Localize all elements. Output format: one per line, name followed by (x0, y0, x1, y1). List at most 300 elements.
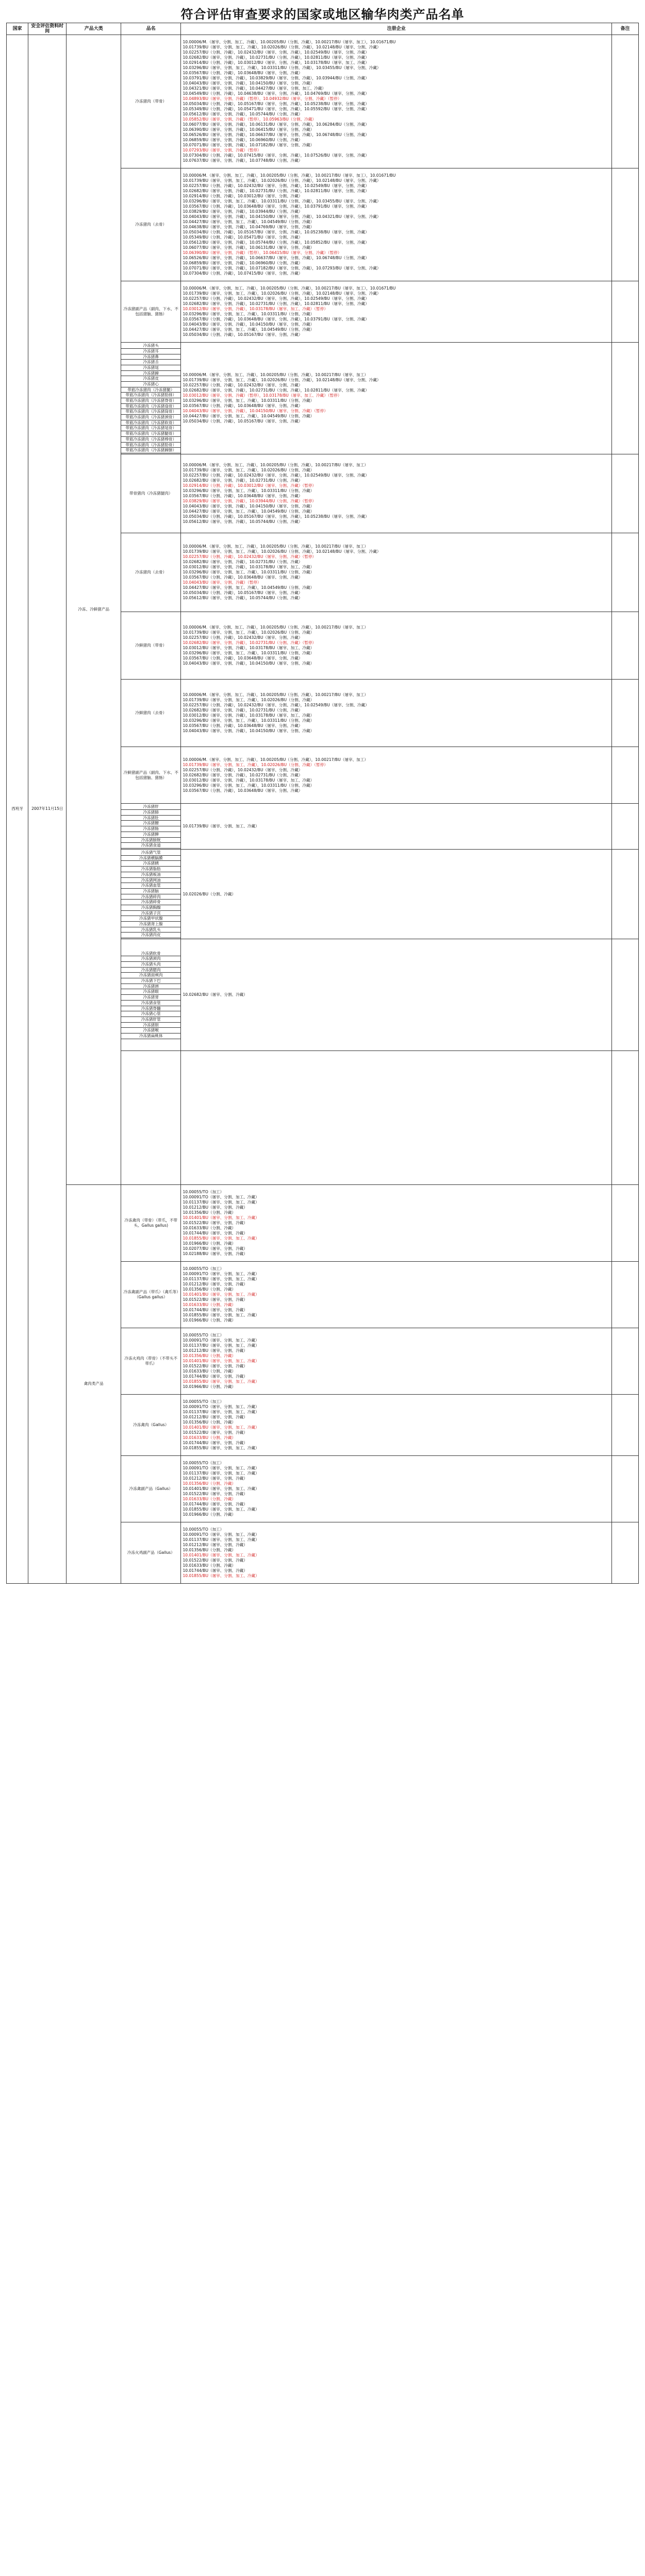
enterprise-line: 10.01744/BU（屠宰、分割、冷藏） (183, 1230, 247, 1235)
enterprise-line: 10.01739/BU（屠宰、分割、加工、冷藏），10.02026/BU（分割、冷藏），10.02148/BU（屠宰、分割、冷藏） (183, 45, 381, 49)
enterprise-line: 10.05349/BU（分割、冷藏），10.05471/BU（屠宰、分割、冷藏），10.05592/BU（屠宰、分割、冷藏） (183, 107, 369, 111)
product-table (6, 23, 639, 1584)
enterprise-line: 10.01522/BU（屠宰、分割、冷藏） (183, 1220, 247, 1225)
enterprise-line: 10.00055/TO（加工） (183, 1189, 224, 1194)
note-cell (612, 1455, 639, 1522)
sub-name: 冷冻猪鼻 (121, 354, 180, 360)
enterprise-line: 10.05034/BU（分割、冷藏），10.05167/BU（屠宰、分割、冷藏），10.05238/BU（屠宰、分割、冷藏） (183, 514, 369, 519)
sub-name: 冷冻猪膀胱 (121, 838, 180, 843)
enterprise-line: 10.00006/M.（屠宰、分割、加工、冷藏），10.00205/BU（分割、冷藏），10.00217/BU（屠宰、加工） (183, 544, 368, 549)
enterprise-line: 10.00091/TO（屠宰、分割、加工、冷藏） (183, 1404, 259, 1409)
enterprise-line: 10.01966/BU（分割、冷藏） (183, 1317, 236, 1323)
sub-name: 冷冻猪食管 (121, 1001, 180, 1006)
enterprise-line: 10.01739/BU（屠宰、分割、加工、冷藏），10.02026/BU（分割、冷藏），10.02148/BU（屠宰、分割、冷藏） (183, 178, 381, 183)
sub-name: 冷冻猪血管 (121, 883, 180, 889)
enterprise-line: 10.02914/BU（分割、冷藏），10.03012/BU（屠宰、分割、冷藏） (183, 194, 303, 198)
enterprise-line: 10.02682/BU（屠宰、分割、冷藏），10.02731/BU（分割、冷藏），10.02811/BU（屠宰、分割、冷藏） (183, 55, 369, 60)
enterprise-line: 10.00091/TO（屠宰、分割、加工、冷藏） (183, 1271, 259, 1276)
enterprise-line: 10.04043/BU（屠宰、分割、冷藏）（暂停） (183, 580, 261, 585)
enterprise-line: 10.02257/BU（分割、冷藏），10.02432/BU（屠宰、分割、冷藏），10.02549/BU（屠宰、分割、冷藏） (183, 472, 369, 478)
enterprise-line: 10.01137/BU（屠宰、分割、加工、冷藏） (183, 1199, 259, 1205)
enterprise-line: 10.01633/BU（分割、冷藏） (183, 1368, 236, 1374)
enterprise-line: 10.04427/BU（屠宰、分割、加工、冷藏），10.04549/BU（分割、冷藏） (183, 219, 315, 224)
enterprise-line: 10.01739/BU（屠宰、分割、加工、冷藏），10.02026/BU（分割、冷藏），10.02148/BU（屠宰、分割、冷藏） (183, 378, 381, 382)
enterprise-line: 10.01356/BU（分割、冷藏） (183, 1210, 236, 1215)
sub-name: 冷冻猪脂肪 (121, 867, 180, 872)
enterprise-line: 10.03296/BU（屠宰、分割、加工、冷藏），10.03311/BU（分割、冷藏） (183, 718, 315, 723)
enterprise-list-cell (181, 168, 612, 281)
enterprise-line: 10.03012/BU（屠宰、分割、冷藏），10.03178/BU（屠宰、加工、冷藏） (183, 564, 315, 569)
enterprise-line: 10.07304/BU（分割、冷藏），10.07415/BU（屠宰、分割、冷藏） (183, 271, 303, 276)
enterprise-line: 10.01633/BU（分割、冷藏） (183, 1225, 236, 1230)
enterprise-line: 10.07071/BU（屠宰、分割、冷藏），10.07182/BU（屠宰、分割、冷藏），10.07293/BU（屠宰、分割、冷藏） (183, 266, 381, 270)
enterprise-line: 10.04427/BU（屠宰、分割、加工、冷藏），10.04549/BU（分割、冷藏） (183, 414, 315, 418)
enterprise-line: 10.02682/BU（屠宰、分割、冷藏），10.02731/BU（分割、冷藏），10.02811/BU（屠宰、分割、冷藏） (183, 388, 369, 393)
enterprise-line: 10.04321/BU（屠宰、分割、冷藏），10.04427/BU（屠宰、分割、加工、冷藏） (183, 86, 326, 91)
enterprise-line: 10.02257/BU（分割、冷藏），10.02432/BU（屠宰、分割、冷藏），10.02549/BU（屠宰、分割、冷藏） (183, 296, 369, 301)
sub-name: 冷冻猪胃 (121, 995, 180, 1001)
table-body (7, 35, 639, 1584)
enterprise-line: 10.05852/BU（屠宰、分割、冷藏）（暂停），10.05963/BU（分割、冷藏） (183, 117, 317, 122)
enterprise-line: 10.01401/BU（屠宰、分割、加工、冷藏） (183, 1425, 259, 1430)
enterprise-list-cell (181, 612, 612, 679)
product-name-cell: 冷冻禽肉（Gallus） (121, 1394, 181, 1455)
enterprise-line: 10.01522/BU（屠宰、分割、冷藏） (183, 1557, 247, 1563)
enterprise-line: 10.01137/BU（屠宰、分割、加工、冷藏） (183, 1537, 259, 1542)
product-name-cell: 冷冻猪肉（带骨） (121, 35, 181, 168)
enterprise-list-cell (181, 679, 612, 747)
sub-name: 冷冻猪肺 (121, 810, 180, 816)
enterprise-list-cell (181, 1522, 612, 1583)
enterprise-line: 10.00091/TO（屠宰、分割、加工、冷藏） (183, 1465, 259, 1470)
enterprise-line: 10.04549/BU（分割、冷藏），10.04638/BU（屠宰、分割、冷藏），10.04769/BU（屠宰、分割、冷藏） (183, 91, 369, 96)
enterprise-line: 10.00055/TO（加工） (183, 1332, 224, 1337)
sub-name: 冷冻猪脑 (121, 889, 180, 894)
enterprise-line: 10.01744/BU（屠宰、分割、冷藏） (183, 1440, 247, 1445)
enterprise-list-cell (181, 939, 612, 1051)
enterprise-line: 10.03012/BU（屠宰、分割、冷藏）（暂停），10.03178/BU（屠宰、加工、冷藏）（暂停） (183, 393, 342, 398)
enterprise-line: 10.01137/BU（屠宰、分割、加工、冷藏） (183, 1470, 259, 1476)
enterprise-line: 10.05034/BU（分割、冷藏），10.05167/BU（屠宰、分割、冷藏） (183, 419, 303, 423)
sub-name: 冷冻猪肝 (121, 804, 180, 810)
sub-name-list (121, 951, 180, 1039)
enterprise-line: 10.06859/BU（屠宰、分割、冷藏），10.06960/BU（分割、冷藏） (183, 138, 303, 142)
enterprise-line: 10.03829/BU（屠宰、分割、冷藏），10.03944/BU（分割、冷藏）（暂停） (183, 498, 317, 503)
enterprise-line: 10.01744/BU（屠宰、分割、冷藏） (183, 1501, 247, 1506)
product-name-cell: 冷鲜猪肉（带骨） (121, 612, 181, 679)
enterprise-line: 10.03296/BU（屠宰、分割、加工、冷藏），10.03311/BU（分割、冷藏） (183, 312, 315, 316)
note-cell (612, 533, 639, 612)
table-header-row (7, 23, 639, 35)
sub-name: 冷冻猪眼 (121, 989, 180, 995)
enterprise-line: 10.06859/BU（屠宰、分割、冷藏），10.06960/BU（分割、冷藏） (183, 261, 303, 265)
sub-name: 冷冻猪喉 (121, 1028, 180, 1033)
enterprise-line: 10.01744/BU（屠宰、分割、冷藏） (183, 1568, 247, 1573)
sub-name: 带筋冷冻猪肉（冷冻猪肋骨） (121, 443, 180, 448)
enterprise-line: 10.02077/BU（屠宰、分割、冷藏） (183, 1246, 247, 1251)
enterprise-line: 10.01401/BU（屠宰、分割、加工、冷藏） (183, 1486, 259, 1491)
enterprise-line: 10.03296/BU（屠宰、分割、加工、冷藏），10.03311/BU（分割、冷藏） (183, 569, 315, 574)
enterprise-line: 10.05612/BU（屠宰、分割、冷藏），10.05744/BU（分割、冷藏） (183, 112, 303, 116)
enterprise-line: 10.03567/BU（分割、冷藏），10.03648/BU（屠宰、分割、冷藏） (183, 723, 303, 728)
product-name-cell: 冷冻猪肉（去骨） (121, 168, 181, 281)
enterprise-line: 10.05034/BU（分割、冷藏），10.05167/BU（屠宰、分割、冷藏） (183, 590, 303, 595)
enterprise-line: 10.01522/BU（屠宰、分割、冷藏） (183, 1430, 247, 1435)
enterprise-line: 10.05349/BU（分割、冷藏），10.05471/BU（屠宰、分割、冷藏） (183, 235, 303, 240)
sub-name: 冷冻猪甲状腺 (121, 916, 180, 922)
enterprise-line: 10.02682/BU（屠宰、分割、冷藏），10.02731/BU（分割、冷藏）（暂停） (183, 640, 317, 645)
enterprise-list-cell (181, 533, 612, 612)
enterprise-list-cell (181, 747, 612, 804)
header-category: 产品大类 (67, 23, 121, 35)
table-row (7, 35, 639, 168)
note-cell (612, 1051, 639, 1185)
sub-name: 带筋冷冻猪肉（冷冻猪棒骨） (121, 437, 180, 443)
enterprise-line: 10.05612/BU（屠宰、分割、冷藏），10.05744/BU（分割、冷藏） (183, 519, 303, 524)
enterprise-line: 10.01966/BU（分割、冷藏） (183, 1384, 236, 1389)
enterprise-line: 10.00006/M.（屠宰、分割、加工、冷藏），10.00205/BU（分割、冷藏），10.00217/BU（屠宰、加工），10.01671/BU (183, 173, 396, 178)
enterprise-line: 10.01212/BU（屠宰、分割、冷藏） (183, 1205, 247, 1210)
enterprise-line: 10.01137/BU（屠宰、分割、加工、冷藏） (183, 1409, 259, 1414)
note-cell (612, 679, 639, 747)
enterprise-line: 10.01356/BU（分割、冷藏） (183, 1547, 236, 1552)
enterprise-line: 10.02914/BU（分割、冷藏），10.03012/BU（屠宰、分割、冷藏），10.03178/BU（屠宰、加工、冷藏） (183, 60, 369, 65)
enterprise-line: 10.01137/BU（屠宰、分割、加工、冷藏） (183, 1276, 259, 1281)
enterprise-line: 10.01356/BU（分割、冷藏） (183, 1353, 236, 1358)
enterprise-line: 10.00091/TO（屠宰、分割、加工、冷藏） (183, 1337, 259, 1343)
note-cell (612, 849, 639, 939)
sub-name: 冷冻猪尾 (121, 365, 180, 371)
enterprise-line: 10.01744/BU（屠宰、分割、冷藏） (183, 1374, 247, 1379)
enterprise-line: 10.01212/BU（屠宰、分割、冷藏） (183, 1348, 247, 1353)
enterprise-line: 10.07637/BU（屠宰、分割、冷藏），10.07748/BU（分割、冷藏） (183, 158, 303, 163)
sub-name: 冷冻猪脊髓 (121, 1006, 180, 1012)
enterprise-line: 10.03296/BU（屠宰、分割、加工、冷藏），10.03311/BU（分割、冷藏） (183, 398, 315, 403)
enterprise-line: 10.00091/TO（屠宰、分割、加工、冷藏） (183, 1532, 259, 1537)
enterprise-line: 10.02257/BU（分割、冷藏），10.02432/BU（屠宰、分割、冷藏） (183, 383, 303, 387)
sub-name: 冷冻猪胰 (121, 861, 180, 867)
enterprise-line: 10.01966/BU（分割、冷藏） (183, 1512, 236, 1517)
note-cell (612, 454, 639, 533)
enterprise-line: 10.07293/BU（屠宰、分割、冷藏）（暂停） (183, 148, 261, 152)
sub-name: 带筋冷冻猪肉（冷冻猪筒骨） (121, 409, 180, 415)
enterprise-line: 10.00006/M.（屠宰、分割、加工、冷藏），10.00205/BU（分割、冷藏），10.00217/BU（屠宰、加工） (183, 692, 368, 698)
enterprise-line: 10.04638/BU（屠宰、分割、冷藏），10.04769/BU（屠宰、分割、冷藏） (183, 225, 315, 229)
header-name: 品名 (121, 23, 181, 35)
enterprise-line: 10.06390/BU（屠宰、分割、冷藏）（暂停），10.06415/BU（屠宰、分割、冷藏）（暂停） (183, 250, 342, 255)
note-cell (612, 939, 639, 1051)
sub-name: 冷冻猪乳头 (121, 927, 180, 933)
sub-name: 冷冻猪肠 (121, 826, 180, 832)
enterprise-line: 10.00006/M.（屠宰、分割、加工、冷藏），10.00205/BU（分割、冷藏），10.00217/BU（屠宰、加工） (183, 757, 368, 762)
enterprise-line: 10.01633/BU（分割、冷藏） (183, 1302, 236, 1307)
enterprise-line: 10.06077/BU（屠宰、分割、冷藏），10.06131/BU（屠宰、分割、冷藏），10.06284/BU（分割、冷藏） (183, 122, 369, 127)
enterprise-list-cell (181, 1051, 612, 1185)
enterprise-line: 10.06077/BU（屠宰、分割、冷藏），10.06131/BU（屠宰、分割、冷藏） (183, 245, 315, 250)
enterprise-line: 10.01212/BU（屠宰、分割、冷藏） (183, 1281, 247, 1286)
enterprise-line: 10.04427/BU（屠宰、分割、加工、冷藏），10.04549/BU（分割、冷藏） (183, 509, 315, 514)
enterprise-line: 10.01855/BU（屠宰、分割、加工、冷藏） (183, 1573, 259, 1578)
product-name-cell: 冷冻猪肉（去骨） (121, 533, 181, 612)
enterprise-line: 10.03829/BU（屠宰、分割、冷藏），10.03944/BU（分割、冷藏） (183, 209, 303, 214)
enterprise-line: 10.03567/BU（分割、冷藏），10.03648/BU（屠宰、分割、冷藏），10.03791/BU（屠宰、分割、冷藏） (183, 204, 369, 209)
enterprise-line: 10.03296/BU（屠宰、分割、加工、冷藏），10.03311/BU（分割、冷藏） (183, 783, 315, 788)
enterprise-line: 10.01855/BU（屠宰、分割、加工、冷藏） (183, 1506, 259, 1512)
enterprise-line: 10.03296/BU（屠宰、分割、加工、冷藏），10.03311/BU（分割、冷藏），10.03455/BU（屠宰、分割、冷藏） (183, 65, 381, 70)
enterprise-line: 10.02682/BU（屠宰、分割、冷藏），10.02731/BU（分割、冷藏） (183, 708, 303, 713)
enterprise-line: 10.01401/BU（屠宰、分割、加工、冷藏） (183, 1215, 259, 1220)
enterprise-line: 10.02682/BU（屠宰、分割、冷藏） (183, 992, 247, 997)
sub-name: 冷冻猪肾上腺 (121, 922, 180, 927)
sub-name: 冷冻猪耳 (121, 349, 180, 354)
enterprise-line: 10.00006/M.（屠宰、分割、加工、冷藏），10.00205/BU（分割、冷藏），10.00217/BU（屠宰、加工），10.01671/BU (183, 40, 396, 44)
enterprise-list-cell (181, 1184, 612, 1261)
sub-name: 冷冻猪腮肉 (121, 968, 180, 973)
enterprise-line: 10.03567/BU（分割、冷藏），10.03648/BU（屠宰、分割、冷藏），10.03791/BU（屠宰、分割、冷藏） (183, 317, 369, 321)
sub-name: 冷冻猪软骨 (121, 951, 180, 957)
note-cell (612, 747, 639, 804)
enterprise-list-cell (181, 35, 612, 168)
sub-name: 冷冻猪唇 (121, 984, 180, 990)
enterprise-line: 10.03296/BU（屠宰、分割、加工、冷藏），10.03311/BU（分割、冷藏） (183, 488, 315, 493)
sub-name: 冷冻猪子宫 (121, 911, 180, 917)
enterprise-line: 10.05612/BU（屠宰、分割、冷藏），10.05744/BU（分割、冷藏） (183, 595, 303, 600)
sub-name: 冷冻猪面颊肉 (121, 973, 180, 978)
enterprise-line: 10.01212/BU（屠宰、分割、冷藏） (183, 1476, 247, 1481)
product-name-cell (121, 849, 181, 939)
enterprise-line: 10.06526/BU（屠宰、分割、冷藏），10.06637/BU（屠宰、分割、冷藏），10.06748/BU（分割、冷藏） (183, 256, 369, 260)
sub-name: 冷冻猪扁桃体 (121, 1033, 180, 1039)
enterprise-line: 10.01966/BU（分割、冷藏） (183, 1241, 236, 1246)
product-name-cell: 冷冻禽副产品（Gallus） (121, 1455, 181, 1522)
note-cell (612, 35, 639, 168)
enterprise-line: 10.01855/BU（屠宰、分割、加工、冷藏） (183, 1235, 259, 1241)
enterprise-line: 10.01522/BU（屠宰、分割、冷藏） (183, 1297, 247, 1302)
enterprise-line: 10.01212/BU（屠宰、分割、冷藏） (183, 1542, 247, 1547)
enterprise-line: 10.00055/TO（加工） (183, 1266, 224, 1271)
enterprise-line: 10.01855/BU（屠宰、分割、加工、冷藏） (183, 1312, 259, 1317)
enterprise-line: 10.02682/BU（屠宰、分割、冷藏），10.02731/BU（分割、冷藏） (183, 559, 303, 564)
product-name-cell: 冷冻猪副产品（副肉、下水、不包括猪脑、猪肠） (121, 281, 181, 343)
sub-name-list (121, 850, 180, 938)
enterprise-line: 10.00091/TO（屠宰、分割、加工、冷藏） (183, 1194, 259, 1199)
sub-name-list (121, 343, 180, 453)
note-cell (612, 1184, 639, 1261)
sub-name: 冷冻猪肝管 (121, 1017, 180, 1023)
sub-name: 冷冻猪脾 (121, 832, 180, 838)
sub-name: 冷冻猪食道 (121, 843, 180, 849)
enterprise-line: 10.03012/BU（屠宰、分割、冷藏），10.03178/BU（屠宰、加工、冷藏） (183, 713, 315, 718)
sub-name: 带筋冷冻猪肉（冷冻猪颈骨） (121, 415, 180, 420)
header-country: 国家 (7, 23, 28, 35)
enterprise-line: 10.01522/BU（屠宰、分割、冷藏） (183, 1363, 247, 1368)
enterprise-line: 10.00055/TO（加工） (183, 1460, 224, 1465)
enterprise-list-cell (181, 343, 612, 454)
enterprise-line: 10.01739/BU（屠宰、分割、加工、冷藏），10.02026/BU（分割、冷藏），10.02148/BU（屠宰、分割、冷藏） (183, 549, 381, 554)
enterprise-line: 10.01212/BU（屠宰、分割、冷藏） (183, 1414, 247, 1419)
product-name-cell: 冷冻禽副产品（带爪）（禽爪等）（Gallus gallus） (121, 1261, 181, 1328)
enterprise-line: 10.01522/BU（屠宰、分割、冷藏） (183, 1491, 247, 1496)
enterprise-line: 10.02257/BU（分割、冷藏），10.02432/BU（屠宰、分割、冷藏），10.02549/BU（屠宰、分割、冷藏） (183, 50, 369, 55)
enterprise-line: 10.04043/BU（屠宰、分割、冷藏），10.04150/BU（屠宰、分割、冷藏） (183, 660, 315, 666)
enterprise-line: 10.02682/BU（屠宰、分割、冷藏），10.02731/BU（分割、冷藏） (183, 478, 303, 483)
note-cell (612, 804, 639, 850)
note-cell (612, 1328, 639, 1394)
enterprise-line: 10.03567/BU（分割、冷藏），10.03648/BU（屠宰、分割、冷藏） (183, 71, 303, 75)
product-name-cell (121, 343, 181, 454)
enterprise-line: 10.00006/M.（屠宰、分割、加工、冷藏），10.00205/BU（分割、冷藏），10.00217/BU（屠宰、加工） (183, 372, 368, 377)
sub-name: 冷冻猪胸腺 (121, 905, 180, 911)
sub-name: 冷冻猪腰 (121, 821, 180, 826)
enterprise-line: 10.03012/BU（屠宰、分割、冷藏），10.03178/BU（屠宰、加工、冷藏） (183, 645, 315, 650)
note-cell (612, 1261, 639, 1328)
sub-name: 带筋冷冻猪肉（冷冻猪腿骨） (121, 431, 180, 437)
enterprise-line: 10.04427/BU（屠宰、分割、加工、冷藏），10.04549/BU（分割、冷藏） (183, 585, 315, 590)
enterprise-line: 10.05034/BU（分割、冷藏），10.05167/BU（屠宰、分割、冷藏），10.05238/BU（屠宰、分割、冷藏） (183, 230, 369, 234)
enterprise-line: 10.01739/BU（屠宰、分割、加工、冷藏），10.02026/BU（分割、冷藏） (183, 630, 315, 635)
enterprise-line: 10.03567/BU（分割、冷藏），10.03648/BU（屠宰、分割、冷藏） (183, 493, 303, 498)
enterprise-line: 10.02914/BU（分割、冷藏），10.03012/BU（屠宰、分割、冷藏）（暂停） (183, 483, 317, 488)
enterprise-line: 10.05034/BU（分割、冷藏），10.05167/BU（屠宰、分割、冷藏） (183, 332, 303, 337)
enterprise-line: 10.03012/BU（屠宰、分割、冷藏），10.03178/BU（屠宰、加工、冷藏）（暂停） (183, 307, 328, 311)
header-note: 备注 (612, 23, 639, 35)
sub-name: 冷冻猪舌 (121, 360, 180, 365)
enterprise-line: 10.01356/BU（分割、冷藏） (183, 1419, 236, 1425)
enterprise-list-cell (181, 1455, 612, 1522)
sub-name: 冷冻猪肚 (121, 816, 180, 821)
sub-name: 带筋冷冻猪肉（冷冻猪肋排） (121, 393, 180, 398)
enterprise-list-cell (181, 1261, 612, 1328)
enterprise-line: 10.03567/BU（分割、冷藏），10.03648/BU（屠宰、分割、冷藏） (183, 403, 303, 408)
sub-name: 冷冻猪头 (121, 343, 180, 349)
product-name-cell: 冷冻火鸡副产品（Gallus） (121, 1522, 181, 1583)
enterprise-list-cell (181, 804, 612, 850)
enterprise-line: 10.02682/BU（屠宰、分割、冷藏），10.02731/BU（分割、冷藏） (183, 772, 303, 777)
sub-name: 冷冻猪碎肉 (121, 894, 180, 900)
enterprise-line: 10.06526/BU（屠宰、分割、冷藏），10.06637/BU（屠宰、分割、冷藏），10.06748/BU（分割、冷藏） (183, 132, 369, 137)
sub-name: 冷冻猪胆 (121, 1023, 180, 1028)
enterprise-line: 10.02257/BU（分割、冷藏），10.02432/BU（屠宰、分割、冷藏） (183, 635, 303, 640)
enterprise-line: 10.01855/BU（屠宰、分割、加工、冷藏） (183, 1445, 259, 1450)
category-cell: 禽肉类产品 (67, 1184, 121, 1583)
sub-name: 冷冻猪心 (121, 382, 180, 387)
enterprise-line: 10.05034/BU（分割、冷藏），10.05167/BU（屠宰、分割、冷藏），10.05238/BU（屠宰、分割、冷藏） (183, 101, 369, 106)
enterprise-line: 10.03012/BU（屠宰、分割、冷藏），10.03178/BU（屠宰、加工、冷藏） (183, 777, 315, 783)
enterprise-line: 10.07304/BU（分割、冷藏），10.07415/BU（屠宰、分割、冷藏），10.07526/BU（屠宰、分割、冷藏） (183, 153, 369, 158)
header-enterprises: 注册企业 (181, 23, 612, 35)
enterprise-line: 10.01356/BU（分割、冷藏） (183, 1286, 236, 1292)
time-cell: 2007年11月15日 (28, 35, 67, 1584)
sub-name: 冷冻猪头肉 (121, 962, 180, 968)
enterprise-line: 10.00006/M.（屠宰、分割、加工、冷藏），10.00205/BU（分割、冷藏），10.00217/BU（屠宰、加工），10.01671/BU (183, 286, 396, 291)
sub-name: 冷冻猪横膈膜 (121, 856, 180, 861)
enterprise-line: 10.03567/BU（分割、冷藏），10.03648/BU（屠宰、分割、冷藏） (183, 574, 303, 580)
enterprise-list-cell (181, 454, 612, 533)
enterprise-line: 10.03296/BU（屠宰、分割、加工、冷藏），10.03311/BU（分割、冷藏），10.03455/BU（屠宰、分割、冷藏） (183, 199, 381, 204)
enterprise-line: 10.02026/BU（分割、冷藏） (183, 891, 236, 896)
note-cell (612, 281, 639, 343)
sub-name-list (121, 804, 180, 849)
enterprise-line: 10.01401/BU（屠宰、分割、加工、冷藏） (183, 1292, 259, 1297)
enterprise-line: 10.03567/BU（分割、冷藏），10.03648/BU（屠宰、分割、冷藏） (183, 655, 303, 660)
sub-name: 冷冻猪蹄 (121, 371, 180, 377)
table-row (7, 1184, 639, 1261)
enterprise-line: 10.03296/BU（屠宰、分割、加工、冷藏），10.03311/BU（分割、冷藏） (183, 650, 315, 655)
note-cell (612, 612, 639, 679)
enterprise-line: 10.00006/M.（屠宰、分割、加工、冷藏），10.00205/BU（分割、冷藏），10.00217/BU（屠宰、加工） (183, 624, 368, 630)
sub-name: 带筋冷冻猪肉（冷冻猪尾骨） (121, 426, 180, 431)
enterprise-line: 10.01739/BU（屠宰、分割、加工、冷藏），10.02026/BU（分割、冷藏）（暂停） (183, 762, 328, 767)
enterprise-list-cell (181, 281, 612, 343)
enterprise-line: 10.04043/BU（屠宰、分割、冷藏），10.04150/BU（屠宰、分割、冷藏），10.04321/BU（屠宰、分割、冷藏） (183, 214, 381, 219)
sub-name: 带筋冷冻猪肉（冷冻猪蹄膀） (121, 448, 180, 453)
product-name-cell: 冷鲜猪肉（去骨） (121, 679, 181, 747)
enterprise-line: 10.01633/BU（分割、冷藏） (183, 1435, 236, 1440)
sub-name: 带筋冷冻猪肉（冷冻猪扇骨） (121, 404, 180, 410)
enterprise-line: 10.04043/BU（屠宰、分割、冷藏），10.04150/BU（屠宰、分割、冷藏） (183, 728, 315, 734)
country-cell: 西班牙 (7, 35, 28, 1584)
note-cell (612, 1522, 639, 1583)
note-cell (612, 1394, 639, 1455)
enterprise-line: 10.04043/BU（屠宰、分割、冷藏），10.04150/BU（屠宰、分割、冷藏） (183, 503, 315, 509)
sub-name: 冷冻猪下巴 (121, 978, 180, 984)
sub-name: 冷冻猪颈肉 (121, 956, 180, 962)
sub-name: 冷冻猪板油 (121, 872, 180, 878)
product-name-cell (121, 804, 181, 850)
enterprise-list-cell (181, 1394, 612, 1455)
enterprise-line: 10.06390/BU（屠宰、分割、冷藏），10.06415/BU（屠宰、分割、冷藏） (183, 127, 315, 132)
enterprise-line: 10.01739/BU（屠宰、分割、加工、冷藏），10.02026/BU（分割、冷藏） (183, 467, 315, 472)
product-name-cell: 冷冻火鸡肉（带骨）（不带头不带爪） (121, 1328, 181, 1394)
note-cell (612, 343, 639, 454)
note-cell (612, 168, 639, 281)
enterprise-line: 10.04427/BU（屠宰、分割、加工、冷藏），10.04549/BU（分割、冷藏） (183, 327, 315, 332)
enterprise-line: 10.02682/BU（屠宰、分割、冷藏），10.02731/BU（分割、冷藏），10.02811/BU（屠宰、分割、冷藏） (183, 301, 369, 306)
enterprise-line: 10.01633/BU（分割、冷藏） (183, 1563, 236, 1568)
enterprise-list-cell (181, 849, 612, 939)
enterprise-line: 10.01739/BU（屠宰、分割、加工、冷藏），10.02026/BU（分割、冷藏） (183, 698, 315, 703)
enterprise-line: 10.04893/BU（屠宰、分割、冷藏）（暂停），10.04932/BU（屠宰、分割、冷藏）（暂停） (183, 96, 342, 101)
enterprise-line: 10.01633/BU（分割、冷藏） (183, 1496, 236, 1501)
enterprise-line: 10.04043/BU（屠宰、分割、冷藏），10.04150/BU（屠宰、分割、冷藏）（暂停） (183, 409, 328, 413)
enterprise-line: 10.02257/BU（分割、冷藏），10.02432/BU（屠宰、分割、冷藏）（暂停） (183, 554, 317, 559)
enterprise-line: 10.00006/M.（屠宰、分割、加工、冷藏），10.00205/BU（分割、冷藏），10.00217/BU（屠宰、加工） (183, 462, 368, 467)
product-name-cell (121, 1051, 181, 1185)
header-time: 安全评估资料时间 (28, 23, 67, 35)
sub-name: 带筋冷冻猪肉（冷冻猪腿） (121, 387, 180, 393)
sub-name: 冷冻猪气管 (121, 850, 180, 856)
sub-name: 带筋冷冻猪肉（冷冻猪脊骨） (121, 398, 180, 404)
enterprise-line: 10.01855/BU（屠宰、分割、加工、冷藏） (183, 1379, 259, 1384)
enterprise-line: 10.01739/BU（屠宰、分割、加工、冷藏） (183, 824, 259, 829)
enterprise-line: 10.01137/BU（屠宰、分割、加工、冷藏） (183, 1343, 259, 1348)
sub-name: 冷冻猪皮 (121, 376, 180, 382)
product-name-cell: 冷冻禽肉（带骨）（带爪，不带头、Gallus gallus) (121, 1184, 181, 1261)
enterprise-line: 10.02682/BU（屠宰、分割、冷藏），10.02731/BU（分割、冷藏），10.02811/BU（屠宰、分割、冷藏） (183, 189, 369, 193)
enterprise-line: 10.03567/BU（分割、冷藏），10.03648/BU（屠宰、分割、冷藏） (183, 788, 303, 793)
enterprise-line: 10.01401/BU（屠宰、分割、加工、冷藏） (183, 1358, 259, 1363)
enterprise-line: 10.00055/TO（加工） (183, 1527, 224, 1532)
enterprise-line: 10.01356/BU（分割、冷藏） (183, 1481, 236, 1486)
enterprise-line: 10.02188/BU（屠宰、分割、冷藏） (183, 1251, 247, 1256)
product-name-cell (121, 939, 181, 1051)
sub-name: 带筋冷冻猪肉（冷冻猪软骨） (121, 420, 180, 426)
enterprise-list-cell (181, 1328, 612, 1394)
enterprise-line: 10.01401/BU（屠宰、分割、加工、冷藏） (183, 1552, 259, 1557)
sub-name: 冷冻猪心管 (121, 1011, 180, 1017)
enterprise-line: 10.05612/BU（屠宰、分割、冷藏），10.05744/BU（分割、冷藏），10.05852/BU（屠宰、分割、冷藏） (183, 240, 369, 245)
enterprise-line: 10.03791/BU（屠宰、分割、冷藏），10.03829/BU（屠宰、分割、冷藏），10.03944/BU（分割、冷藏） (183, 76, 369, 80)
